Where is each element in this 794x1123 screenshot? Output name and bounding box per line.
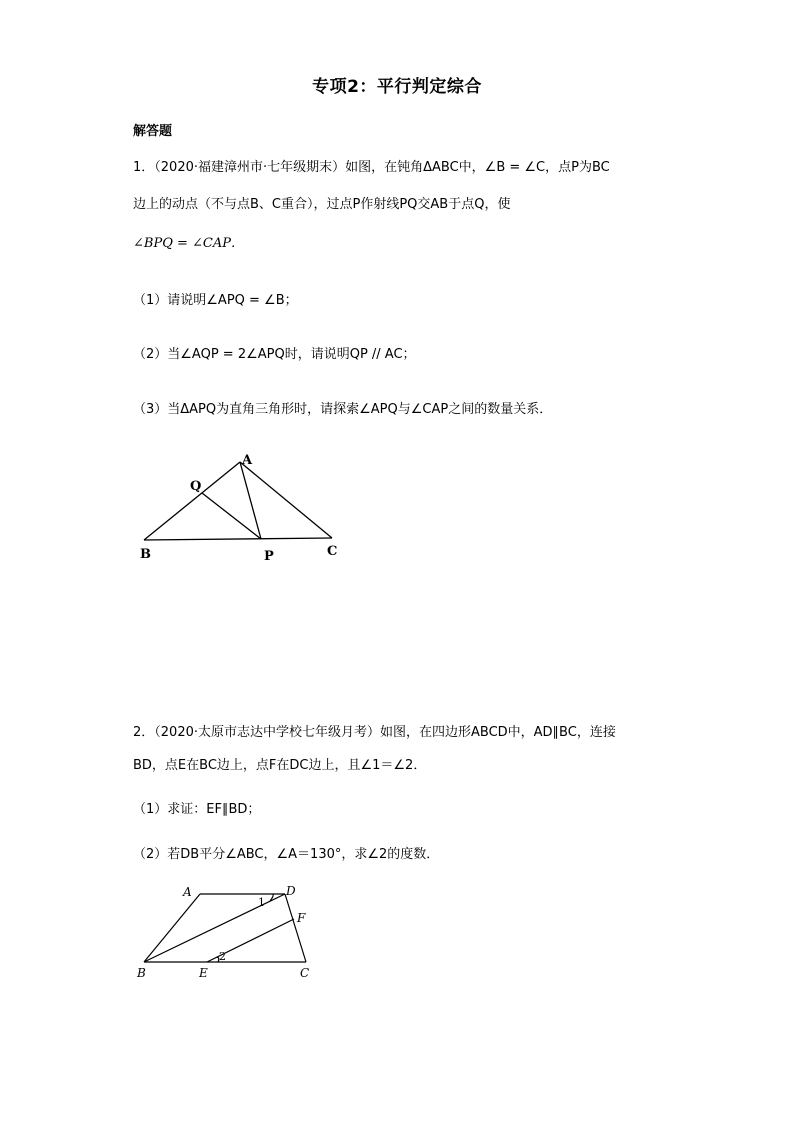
- section-heading: 解答题: [133, 124, 173, 139]
- label-p: P: [264, 549, 274, 564]
- label-f: F: [297, 911, 306, 925]
- label-angle-1: 1: [258, 896, 265, 909]
- q1-part2: （2）当∠AQP = 2∠APQ时，请说明QP // AC；: [133, 347, 416, 362]
- label-q: Q: [190, 479, 202, 494]
- q2-stem-line1: 2．（2020·太原市志达中学校七年级月考）如图，在四边形ABCD中，AD∥BC，连接: [133, 725, 616, 740]
- q2-part1: （1）求证：EF∥BD；: [133, 802, 261, 817]
- q1-stem-line2: 边上的动点（不与点B、C重合），过点P作射线PQ交AB于点Q，使: [133, 197, 511, 212]
- segment-ac: [240, 462, 332, 538]
- label-c: C: [327, 544, 338, 559]
- segment-bc: [144, 538, 332, 540]
- page-title: 专项2：平行判定综合: [312, 77, 482, 97]
- segment-ap: [240, 462, 261, 539]
- segment-pq: [202, 493, 261, 539]
- label-b: B: [137, 966, 146, 980]
- label-a: A: [242, 453, 253, 468]
- segment-dc: [285, 894, 306, 962]
- label-e: E: [199, 966, 208, 980]
- label-angle-2: 2: [219, 950, 226, 963]
- label-a: A: [183, 885, 192, 899]
- q2-quadrilateral-figure: [130, 880, 330, 985]
- q2-stem-line2: BD，点E在BC边上，点F在DC边上，且∠1＝∠2．: [133, 758, 427, 773]
- label-d: D: [286, 884, 296, 898]
- q2-part2: （2）若DB平分∠ABC，∠A＝130°，求∠2的度数．: [133, 847, 440, 862]
- q1-part3: （3）当ΔAPQ为直角三角形时，请探索∠APQ与∠CAP之间的数量关系．: [133, 402, 553, 417]
- label-b: B: [140, 547, 151, 562]
- q1-stem-line3: ∠BPQ = ∠CAP．: [133, 236, 244, 251]
- q1-triangle-figure: [130, 448, 360, 568]
- q1-stem-line1: 1．（2020·福建漳州市·七年级期末）如图，在钝角ΔABC中，∠B = ∠C，点P为BC: [133, 160, 610, 175]
- q1-part1: （1）请说明∠APQ = ∠B；: [133, 293, 298, 308]
- segment-ab: [144, 894, 200, 962]
- segment-ab: [144, 462, 240, 540]
- label-c: C: [300, 966, 310, 980]
